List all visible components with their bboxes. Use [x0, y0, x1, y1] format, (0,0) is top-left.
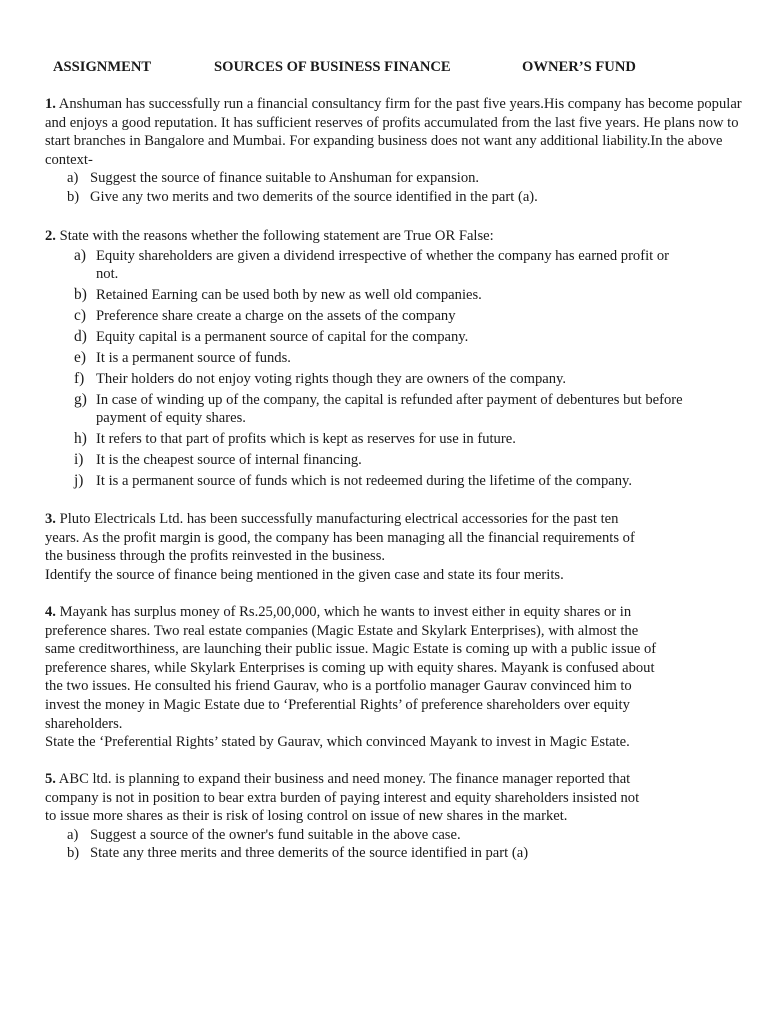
- sub-question-text: Suggest a source of the owner's fund suitable in the above case.: [90, 826, 461, 843]
- question-3: [45, 510, 745, 584]
- question-line: the two issues. He consulted his friend Gaurav, who is a portfolio manager Gaurav convinced him to: [45, 678, 632, 695]
- header-assignment: ASSIGNMENT: [53, 59, 152, 75]
- question-line-text: Pluto Electricals Ltd. has been successfully manufacturing electrical accessories for the past ten: [59, 511, 619, 527]
- sub-question-item: [45, 826, 745, 845]
- statement-text: Equity shareholders are given a dividend irrespective of whether the company has earned profit or not.: [96, 247, 669, 283]
- question-body: Anshuman has successfully run a financial consultancy firm for the past five years.His company has become popular and enjoys a good reputation. It has sufficient reserves of profits accumulated from the last five years. He plans now to start branches in Bangalore and Mumbai. For expanding business does not want any additional liability.In the above context-: [45, 96, 742, 168]
- sub-question-marker: a): [67, 170, 79, 187]
- question-line: the business through the profits reinvested in the business.: [45, 548, 386, 565]
- question-line-text: ABC ltd. is planning to expand their business and need money. The finance manager reported that: [58, 771, 631, 787]
- question-5: [45, 770, 745, 863]
- statement-text: Retained Earning can be used both by new as well old companies.: [96, 287, 482, 304]
- question-number: 5.: [45, 771, 56, 787]
- statement-text: Preference share create a charge on the assets of the company: [96, 307, 456, 324]
- question-line: [45, 770, 745, 789]
- question-line: company is not in position to bear extra burden of paying interest and equity shareholders insisted not: [45, 789, 640, 806]
- statement-marker: b): [74, 286, 87, 304]
- statement-item: [45, 247, 685, 284]
- question-line: preference shares. Two real estate companies (Magic Estate and Skylark Enterprises), with almost the: [45, 622, 639, 639]
- question-4: [45, 603, 745, 752]
- sub-question-text: Suggest the source of finance suitable to Anshuman for expansion.: [90, 170, 480, 187]
- statement-marker: j): [74, 471, 84, 489]
- statement-text: Equity capital is a permanent source of capital for the company.: [96, 328, 469, 345]
- statement-text: It is a permanent source of funds which is not redeemed during the lifetime of the company.: [96, 472, 633, 489]
- statement-item: [45, 430, 685, 449]
- statement-text: Their holders do not enjoy voting rights though they are owners of the company.: [96, 370, 567, 387]
- statement-item: [45, 451, 685, 470]
- sub-question-item: [45, 169, 745, 188]
- statement-marker: a): [74, 246, 86, 264]
- question-2: [45, 227, 685, 493]
- question-line: years. As the profit margin is good, the company has been managing all the financial requirements of: [45, 529, 635, 546]
- question-number: 3.: [45, 511, 56, 527]
- question-line: preference shares, while Skylark Enterprises is coming up with equity shares. Mayank is confused about: [45, 659, 655, 676]
- question-body: State with the reasons whether the following statement are True OR False:: [59, 228, 494, 244]
- statement-item: [45, 391, 685, 428]
- statement-item: [45, 307, 685, 326]
- statement-marker: d): [74, 327, 87, 345]
- statement-marker: f): [74, 369, 85, 387]
- statement-marker: c): [74, 306, 86, 324]
- question-line: [45, 510, 745, 529]
- statement-item: [45, 472, 685, 491]
- statement-item: [45, 370, 685, 389]
- question-line: Identify the source of finance being mentioned in the given case and state its four merits.: [45, 566, 564, 583]
- question-line: same creditworthiness, are launching their public issue. Magic Estate is coming up with a public issue of: [45, 641, 657, 658]
- question-number: 1.: [45, 96, 56, 112]
- header-subtopic: OWNER’S FUND: [522, 59, 636, 75]
- statement-text: It is the cheapest source of internal financing.: [96, 451, 362, 468]
- sub-question-item: [45, 844, 745, 863]
- statement-item: [45, 328, 685, 347]
- sub-question-item: [45, 188, 745, 207]
- statement-marker: i): [74, 450, 84, 468]
- question-line: State the ‘Preferential Rights’ stated by Gaurav, which convinced Mayank to invest in Magic Estate.: [45, 734, 630, 751]
- sub-question-marker: a): [67, 826, 79, 843]
- statement-text: In case of winding up of the company, the capital is refunded after payment of debentures but before payment of equity shares.: [96, 391, 683, 427]
- sub-question-marker: b): [67, 188, 80, 205]
- sub-question-text: State any three merits and three demerits of the source identified in part (a): [90, 845, 529, 862]
- question-line: invest the money in Magic Estate due to ‘Preferential Rights’ of preference shareholders over equity: [45, 696, 630, 713]
- header-topic: SOURCES OF BUSINESS FINANCE: [214, 59, 451, 75]
- question-1: [45, 95, 745, 207]
- statement-item: [45, 349, 685, 368]
- question-line-text: Mayank has surplus money of Rs.25,00,000, which he wants to invest either in equity shares or in: [59, 604, 632, 620]
- statement-marker: e): [74, 348, 86, 366]
- question-text: [45, 95, 745, 169]
- question-text: [45, 227, 685, 246]
- sub-question-list: [45, 169, 745, 206]
- sub-question-list: [45, 826, 745, 863]
- statement-marker: h): [74, 430, 87, 448]
- question-line: to issue more shares as their is risk of losing control on issue of new shares in the market.: [45, 808, 568, 825]
- question-line: shareholders.: [45, 715, 123, 732]
- question-number: 4.: [45, 604, 56, 620]
- statement-text: It is a permanent source of funds.: [96, 349, 291, 366]
- sub-question-text: Give any two merits and two demerits of the source identified in the part (a).: [90, 188, 538, 205]
- sub-question-marker: b): [67, 845, 80, 862]
- statement-text: It refers to that part of profits which is kept as reserves for use in future.: [96, 431, 516, 448]
- question-line: [45, 603, 745, 622]
- statement-item: [45, 286, 685, 305]
- statement-list: [45, 247, 685, 491]
- statement-marker: g): [74, 390, 87, 408]
- question-number: 2.: [45, 228, 56, 244]
